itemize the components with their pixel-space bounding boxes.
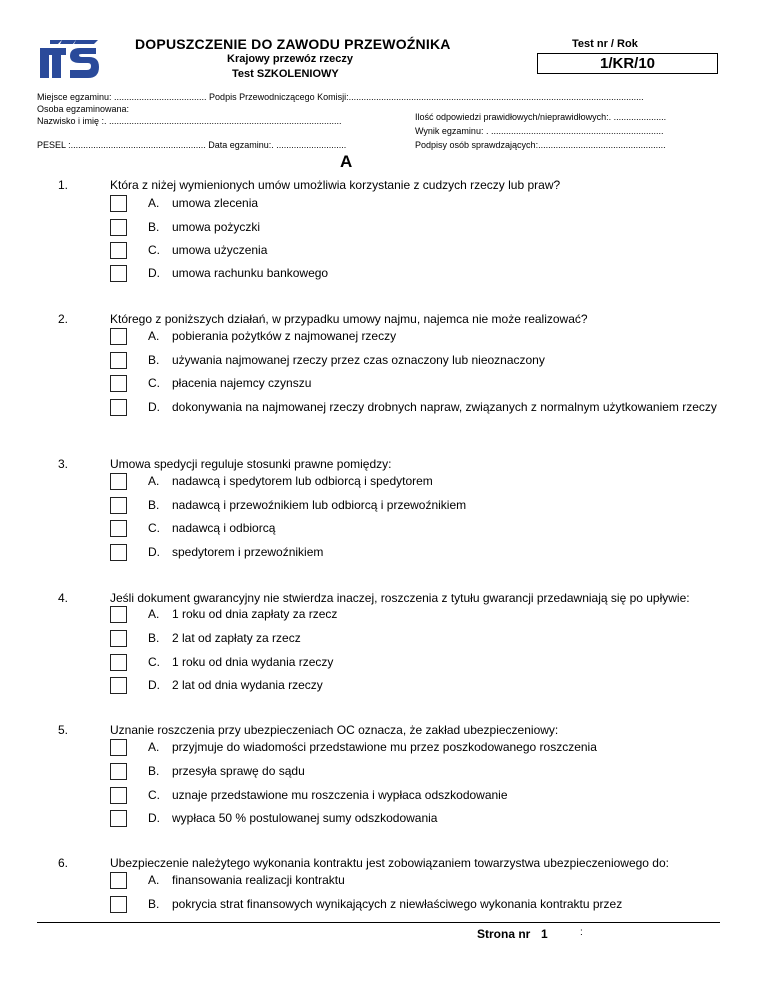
question-text: Jeśli dokument gwarancyjny nie stwierdza inaczej, roszczenia z tytułu gwarancji przedawniają się po upływie: (110, 591, 690, 605)
option-letter: C. (148, 521, 160, 535)
answer-checkbox[interactable] (110, 544, 127, 561)
answer-checkbox[interactable] (110, 520, 127, 537)
answer-checkbox[interactable] (110, 739, 127, 756)
answer-checkbox[interactable] (110, 352, 127, 369)
option-letter: A. (148, 196, 160, 210)
option-text: przyjmuje do wiadomości przedstawione mu przez poszkodowanego roszczenia (172, 740, 597, 754)
option-text: finansowania realizacji kontraktu (172, 873, 345, 887)
option-text: nadawcą i odbiorcą (172, 521, 276, 535)
exam-place-line: Miejsce egzaminu: ..................................... Podpis Przewodniczącego Komisji:...................................................................................................................... (37, 92, 644, 102)
option-text: uznaje przedstawione mu roszczenia i wypłaca odszkodowanie (172, 788, 508, 802)
answer-checkbox[interactable] (110, 265, 127, 282)
option-letter: B. (148, 353, 160, 367)
option-text: 2 lat od dnia wydania rzeczy (172, 678, 323, 692)
document-title: DOPUSZCZENIE DO ZAWODU PRZEWOŹNIKA (135, 36, 451, 52)
option-text: przesyła sprawę do sądu (172, 764, 305, 778)
test-variant: A (340, 152, 353, 171)
question-number: 5. (58, 723, 69, 737)
answer-checkbox[interactable] (110, 677, 127, 694)
option-text: nadawcą i spedytorem lub odbiorcą i spedytorem (172, 474, 433, 488)
option-letter: A. (148, 873, 160, 887)
page-number: 1 (541, 927, 548, 941)
option-text: dokonywania na najmowanej rzeczy drobnych napraw, związanych z normalnym użytkowaniem rzeczy (172, 400, 717, 414)
option-letter: A. (148, 474, 160, 488)
option-text: wypłaca 50 % postulowanej sumy odszkodowania (172, 811, 438, 825)
option-text: 1 roku od dnia zapłaty za rzecz (172, 607, 338, 621)
question-number: 3. (58, 457, 69, 471)
option-letter: C. (148, 376, 160, 390)
option-letter: C. (148, 655, 160, 669)
option-text: spedytorem i przewoźnikiem (172, 545, 324, 559)
question-text: Umowa spedycji reguluje stosunki prawne pomiędzy: (110, 457, 392, 471)
option-text: umowa użyczenia (172, 243, 268, 257)
option-letter: D. (148, 266, 160, 280)
option-letter: B. (148, 220, 160, 234)
answer-checkbox[interactable] (110, 399, 127, 416)
test-type: Test SZKOLENIOWY (232, 68, 339, 80)
option-letter: A. (148, 740, 160, 754)
option-text: umowa rachunku bankowego (172, 266, 329, 280)
question-number: 1. (58, 178, 69, 192)
option-text: 2 lat od zapłaty za rzecz (172, 631, 301, 645)
option-letter: D. (148, 400, 160, 414)
test-number-box: 1/KR/10 (537, 53, 718, 74)
answers-count-line: Ilość odpowiedzi prawidłowych/nieprawidłowych:. ..................... (415, 112, 667, 122)
option-letter: B. (148, 764, 160, 778)
answer-checkbox[interactable] (110, 810, 127, 827)
answer-checkbox[interactable] (110, 606, 127, 623)
option-letter: C. (148, 243, 160, 257)
answer-checkbox[interactable] (110, 787, 127, 804)
option-letter: A. (148, 607, 160, 621)
option-letter: B. (148, 897, 160, 911)
page-label: Strona nr (477, 927, 531, 941)
answer-checkbox[interactable] (110, 763, 127, 780)
question-text: Którego z poniższych działań, w przypadku umowy najmu, najemca nie może realizować? (110, 312, 588, 326)
answer-checkbox[interactable] (110, 219, 127, 236)
option-text: 1 roku od dnia wydania rzeczy (172, 655, 334, 669)
question-text: Uznanie roszczenia przy ubezpieczeniach OC oznacza, że zakład ubezpieczeniowy: (110, 723, 559, 737)
option-letter: D. (148, 545, 160, 559)
question-text: Która z niżej wymienionych umów umożliwia korzystanie z cudzych rzeczy lub praw? (110, 178, 561, 192)
pesel-line: PESEL :...................................................... Data egzaminu:. ............................ (37, 140, 347, 150)
footer-divider (37, 922, 720, 923)
page-colon: : (580, 927, 583, 938)
option-text: umowa zlecenia (172, 196, 259, 210)
exam-result-line: Wynik egzaminu: . ..................................................................... (415, 126, 664, 136)
its-logo (36, 34, 100, 82)
answer-checkbox[interactable] (110, 630, 127, 647)
option-text: nadawcą i przewoźnikiem lub odbiorcą i przewoźnikiem (172, 498, 467, 512)
option-text: umowa pożyczki (172, 220, 261, 234)
option-letter: B. (148, 631, 160, 645)
option-text: pokrycia strat finansowych wynikających z niewłaściwego wykonania kontraktu przez (172, 897, 623, 911)
option-letter: D. (148, 678, 160, 692)
document-subtitle: Krajowy przewóz rzeczy (227, 53, 353, 65)
test-number-label: Test nr / Rok (572, 38, 638, 50)
option-text: płacenia najemcy czynszu (172, 376, 312, 390)
question-number: 6. (58, 856, 69, 870)
examinee-label: Osoba egzaminowana: (37, 104, 130, 114)
signatures-line: Podpisy osób sprawdzających:................................................... (415, 140, 666, 150)
answer-checkbox[interactable] (110, 473, 127, 490)
answer-checkbox[interactable] (110, 375, 127, 392)
question-text: Ubezpieczenie należytego wykonania kontraktu jest zobowiązaniem towarzystwa ubezpieczeniowego do: (110, 856, 669, 870)
option-letter: D. (148, 811, 160, 825)
question-number: 2. (58, 312, 69, 326)
option-text: używania najmowanej rzeczy przez czas oznaczony lub nieoznaczony (172, 353, 545, 367)
option-letter: C. (148, 788, 160, 802)
answer-checkbox[interactable] (110, 328, 127, 345)
name-line: Nazwisko i imię :. ............................................................................................. (37, 116, 342, 126)
answer-checkbox[interactable] (110, 654, 127, 671)
answer-checkbox[interactable] (110, 195, 127, 212)
answer-checkbox[interactable] (110, 872, 127, 889)
option-text: pobierania pożytków z najmowanej rzeczy (172, 329, 397, 343)
answer-checkbox[interactable] (110, 497, 127, 514)
answer-checkbox[interactable] (110, 242, 127, 259)
option-letter: A. (148, 329, 160, 343)
question-number: 4. (58, 591, 69, 605)
option-letter: B. (148, 498, 160, 512)
answer-checkbox[interactable] (110, 896, 127, 913)
